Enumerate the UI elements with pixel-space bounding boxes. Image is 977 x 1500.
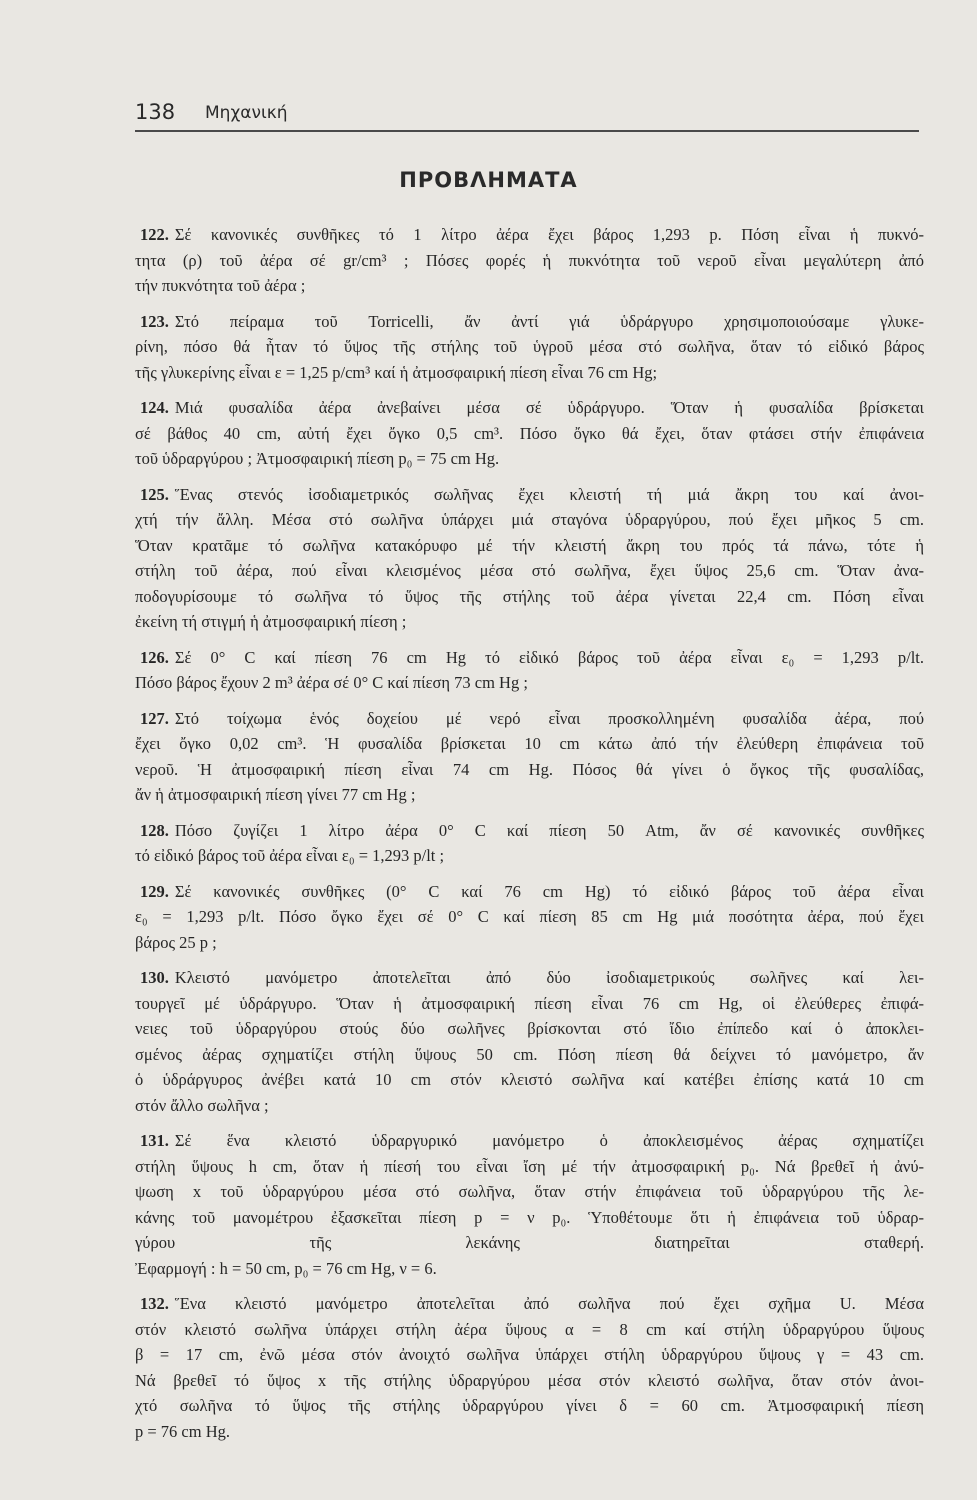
problem-130 [135, 965, 924, 1118]
problem-text: Στό τοίχωμα ἑνός δοχείου μέ νερό εἶναι προσκολλημένη φυσαλίδα ἀέρα, πού [174, 708, 924, 728]
problem-line [135, 818, 924, 844]
problem-line: χτό σωλῆνα τό ὕψος τῆς στήλης ὑδραργύρου γίνει δ = 60 cm. Ἀτμοσφαιρική πίεση [135, 1396, 924, 1415]
problem-line: γύρου τῆς λεκάνης διατηρεῖται σταθερή. [135, 1233, 924, 1252]
problem-125 [135, 482, 924, 635]
problem-129 [135, 879, 924, 956]
problem-line: νειες τοῦ ὑδραργύρου στούς δύο σωλῆνες βρίσκονται στό ἴδιο ἐπίπεδο καί ὁ ἀποκλει- [135, 1019, 924, 1038]
problem-number: 132. [140, 1294, 169, 1313]
problem-line: στήλη ὕψους h cm, ὅταν ἡ πίεσή του εἶναι ἴση μέ τήν ἀτμοσφαιρική p₀. Νά βρεθεῖ ἡ ἀνύ- [135, 1156, 924, 1176]
problem-line [135, 395, 924, 421]
running-title: Μηχανική [205, 103, 288, 123]
problem-line: ψωση x τοῦ ὑδραργύρου μέσα στό σωλῆνα, ὅταν στήν ἐπιφάνεια τοῦ ὑδραργύρου τῆς λε- [135, 1182, 924, 1201]
problem-text: Σέ ἕνα κλειστό ὑδραργυρικό μανόμετρο ὁ ἀποκλεισμένος ἀέρας σχηματίζει [174, 1131, 924, 1150]
problem-line: ε₀ = 1,293 p/lt. Πόσο ὄγκο ἔχει σέ 0° C καί πίεση 85 cm Hg μιά ποσότητα ἀέρα, πού ἔχει [135, 907, 924, 926]
problem-122 [135, 222, 924, 299]
problem-text: Σέ 0° C καί πίεση 76 cm Hg τό εἰδικό βάρος τοῦ ἀέρα εἶναι ε₀ = 1,293 p/lt. [174, 647, 924, 667]
problem-number: 124. [140, 398, 169, 417]
problem-text: Μιά φυσαλίδα ἀέρα ἀνεβαίνει μέσα σέ ὑδράργυρο. Ὅταν ἡ φυσαλίδα βρίσκεται [174, 398, 924, 417]
problem-line: Ὅταν κρατᾶμε τό σωλῆνα κατακόρυφο μέ τήν κλειστή ἄκρη του πρός τά πάνω, τότε ἡ [135, 535, 924, 555]
problem-line [135, 1291, 924, 1317]
problem-number: 127. [140, 708, 169, 728]
problem-text: Ἕνα κλειστό μανόμετρο ἀποτελεῖται ἀπό σωλῆνα πού ἔχει σχῆμα U. Μέσα [174, 1294, 924, 1313]
problem-line: τήν πυκνότητα τοῦ ἀέρα ; [135, 276, 306, 295]
problem-line: σμένος ἀέρας σχηματίζει στήλη ὕψους 50 cm. Πόση πίεση θά δείχνει τό μανόμετρο, ἄν [135, 1044, 924, 1064]
problem-line: τῆς γλυκερίνης εἶναι ε = 1,25 p/cm³ καί ἡ ἀτμοσφαιρική πίεση εἶναι 76 cm Hg; [135, 362, 658, 382]
problem-number: 126. [140, 647, 169, 667]
header-rule [135, 130, 919, 132]
problem-line: νεροῦ. Ἡ ἀτμοσφαιρική πίεση εἶναι 74 cm Hg. Πόσος θά γίνει ὁ ὄγκος τῆς φυσαλίδας, [135, 759, 924, 779]
problem-line: σέ βάθος 40 cm, αὐτή ἔχει ὄγκο 0,5 cm³. Πόσο ὄγκο θά ἔχει, ὅταν φτάσει στήν ἐπιφάνεια [135, 423, 924, 443]
problem-line [135, 879, 924, 905]
problem-line: χτή τήν ἄλλη. Μέσα στό σωλῆνα ὑπάρχει μιά σταγόνα ὑδραργύρου, πού ἔχει μῆκος 5 cm. [135, 510, 924, 529]
problem-line: p = 76 cm Hg. [135, 1421, 231, 1441]
problem-124 [135, 395, 924, 472]
problem-line: τό εἰδικό βάρος τοῦ ἀέρα εἶναι ε₀ = 1,293 p/lt ; [135, 846, 445, 865]
problem-132 [135, 1291, 924, 1444]
problem-text: Σέ κανονικές συνθῆκες τό 1 λίτρο ἀέρα ἔχει βάρος 1,293 p. Πόση εἶναι ἡ πυκνό- [174, 225, 924, 244]
problem-number: 125. [140, 484, 169, 504]
problem-131 [135, 1128, 924, 1281]
problem-line [135, 645, 924, 671]
problem-line [135, 222, 924, 248]
problem-list [135, 222, 924, 1454]
problem-line: β = 17 cm, ἐνῶ μέσα στόν ἀνοιχτό σωλῆνα ὑπάρχει στήλη ὑδραργύρου ὕψους γ = 43 cm. [135, 1345, 924, 1364]
problem-line: κάνης τοῦ μανομέτρου ἐξασκεῖται πίεση p = ν p₀. Ὑποθέτουμε ὅτι ἡ ἐπιφάνεια τοῦ ὑδραρ- [135, 1207, 924, 1227]
problem-line: ἔχει ὄγκο 0,02 cm³. Ἡ φυσαλίδα βρίσκεται 10 cm κάτω ἀπό τήν ἐλεύθερη ἐπιφάνεια τοῦ [135, 734, 924, 753]
problem-number: 123. [140, 311, 169, 331]
problem-text: Σέ κανονικές συνθῆκες (0° C καί 76 cm Hg) τό εἰδικό βάρος τοῦ ἀέρα εἶναι [174, 881, 924, 901]
problem-number: 131. [140, 1131, 169, 1150]
problem-number: 130. [140, 968, 169, 987]
problem-line: στόν κλειστό σωλῆνα ὑπάρχει στήλη ἀέρα ὕψους α = 8 cm καί στήλη ὑδραργύρου ὕψους [135, 1319, 924, 1339]
problem-126 [135, 645, 924, 696]
problem-line [135, 1128, 924, 1154]
problem-line: Ἐφαρμογή : h = 50 cm, p₀ = 76 cm Hg, ν = 6. [135, 1258, 437, 1278]
problem-text: Πόσο ζυγίζει 1 λίτρο ἀέρα 0° C καί πίεση 50 Atm, ἄν σέ κανονικές συνθῆκες [174, 820, 924, 840]
problem-line [135, 482, 924, 508]
problem-line: ἐκείνη τή στιγμή ἡ ἀτμοσφαιρική πίεση ; [135, 612, 407, 631]
problem-127 [135, 706, 924, 808]
problem-128 [135, 818, 924, 869]
problem-line: Πόσο βάρος ἔχουν 2 m³ ἀέρα σέ 0° C καί πίεση 73 cm Hg ; [135, 673, 528, 692]
problem-text: Ἕνας στενός ἰσοδιαμετρικός σωλῆνας ἔχει κλειστή τή μιά ἄκρη του καί ἀνοι- [174, 484, 924, 504]
problem-line: ρίνη, πόσο θά ἦταν τό ὕψος τῆς στήλης τοῦ ὑγροῦ μέσα στό σωλῆνα, ὅταν τό εἰδικό βάρος [135, 337, 924, 356]
page-header [135, 100, 920, 130]
problem-number: 129. [140, 881, 169, 901]
problem-number: 128. [140, 820, 169, 840]
problem-line [135, 706, 924, 732]
problem-text: Στό πείραμα τοῦ Torricelli, ἄν ἀντί γιά ὑδράργυρο χρησιμοποιούσαμε γλυκε- [174, 311, 924, 331]
problem-text: Κλειστό μανόμετρο ἀποτελεῖται ἀπό δύο ἰσοδιαμετρικούς σωλῆνες καί λει- [174, 968, 924, 987]
problem-line: τουργεῖ μέ ὑδράργυρο. Ὅταν ἡ ἀτμοσφαιρική πίεση εἶναι 76 cm Hg, οἱ ἐλεύθερες ἐπιφά- [135, 993, 924, 1013]
problem-line: στόν ἄλλο σωλῆνα ; [135, 1095, 269, 1115]
section-title: ΠΡΟΒΛΗΜΑΤΑ [399, 168, 578, 192]
problem-123 [135, 309, 924, 386]
problem-line [135, 965, 924, 991]
problem-line: στήλη τοῦ ἀέρα, πού εἶναι κλεισμένος μέσα στό σωλῆνα, ἔχει ὕψος 25,6 cm. Ὅταν ἀνα- [135, 561, 924, 580]
problem-line: ἄν ἡ ἀτμοσφαιρική πίεση γίνει 77 cm Hg ; [135, 785, 416, 804]
problem-line: Νά βρεθεῖ τό ὕψος x τῆς στήλης ὑδραργύρου μέσα στόν κλειστό σωλῆνα, ὅταν στόν ἀνοι- [135, 1370, 924, 1390]
problem-line [135, 309, 924, 335]
problem-line: ποδογυρίσουμε τό σωλῆνα τό ὕψος τῆς στήλης τοῦ ἀέρα γίνεται 22,4 cm. Πόση εἶναι [135, 586, 924, 606]
problem-line: τοῦ ὑδραργύρου ; Ἀτμοσφαιρική πίεση p₀ = 75 cm Hg. [135, 449, 500, 468]
problem-number: 122. [140, 225, 169, 244]
page-number: 138 [135, 100, 176, 124]
problem-line: τητα (ρ) τοῦ ἀέρα σέ gr/cm³ ; Πόσες φορές ἡ πυκνότητα τοῦ νεροῦ εἶναι μεγαλύτερη ἀπό [135, 250, 924, 270]
problem-line: βάρος 25 p ; [135, 932, 217, 952]
problem-line: ὁ ὑδράργυρος ἀνέβει κατά 10 cm στόν κλειστό σωλῆνα καί κατέβει ἐπίσης κατά 10 cm [135, 1070, 924, 1089]
